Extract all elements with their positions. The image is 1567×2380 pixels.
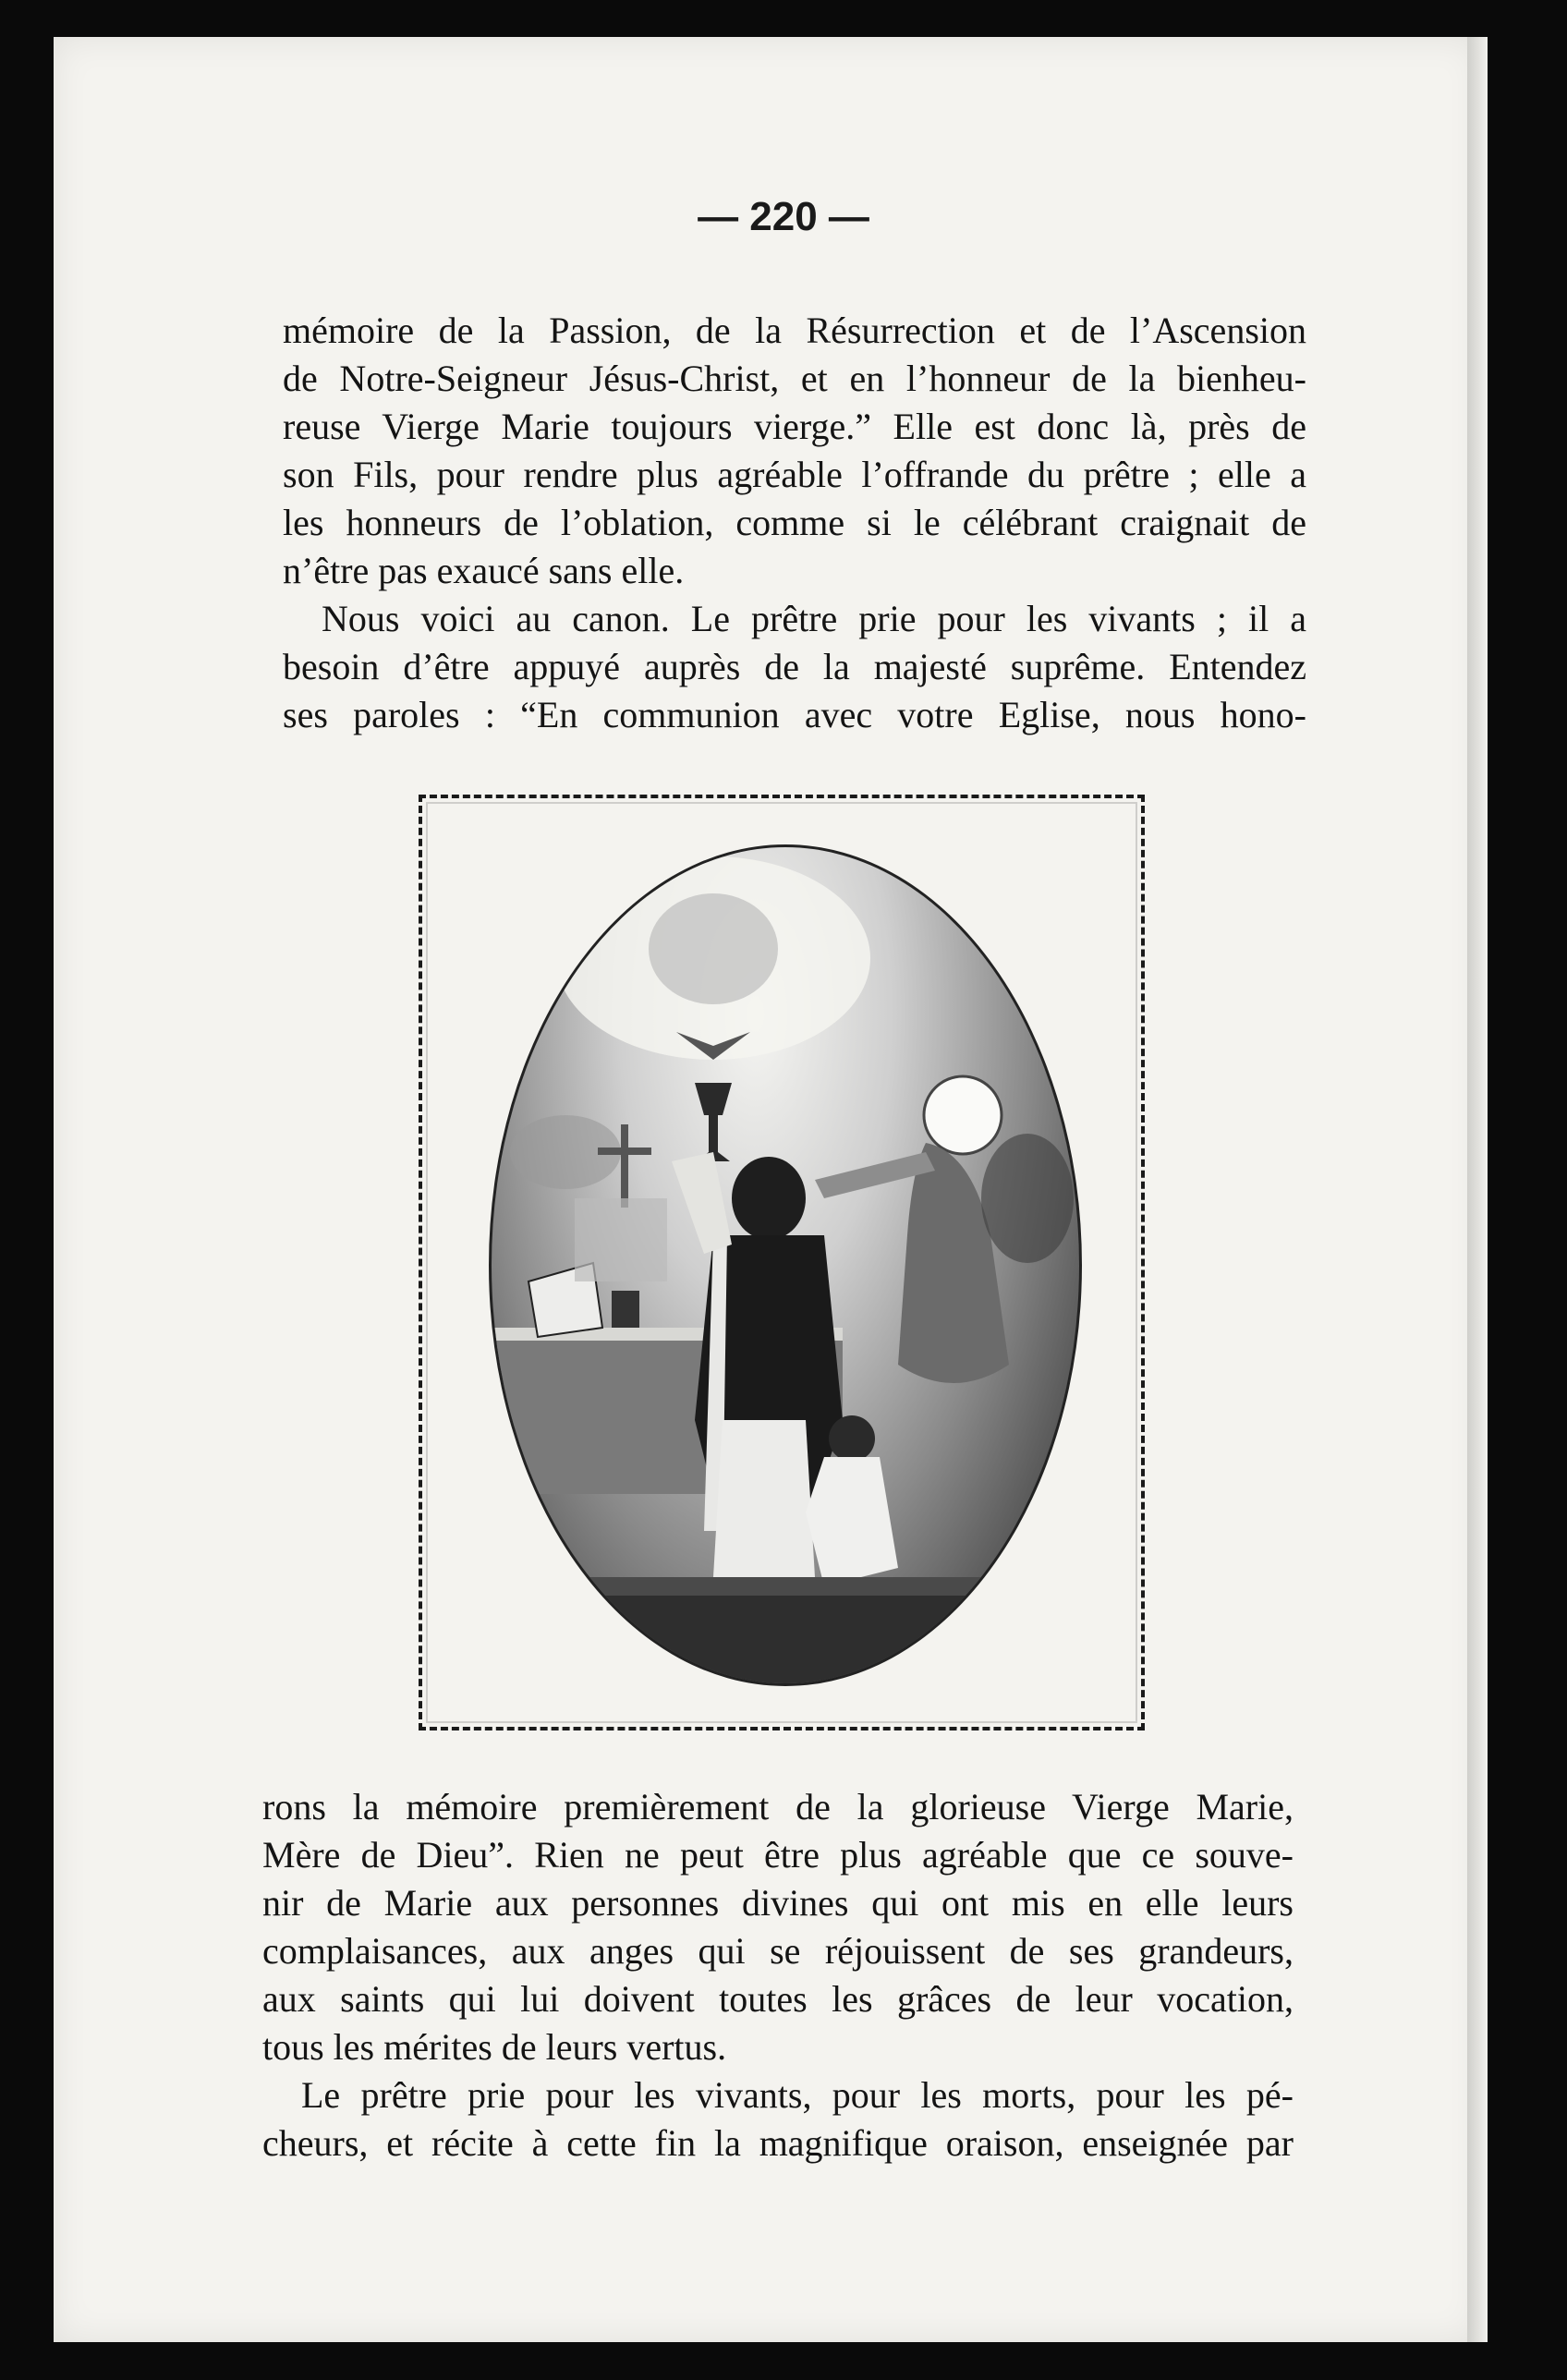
text-line: besoin d’être appuyé auprès de la majesté suprême. Entendez [283,646,1306,687]
text-line: mémoire de la Passion, de la Résurrection et de l’Ascension [283,310,1306,351]
text-line: rons la mémoire premièrement de la glorieuse Vierge Marie, [262,1786,1294,1828]
text-line: Le prêtre prie pour les vivants, pour les morts, pour les pé- [301,2074,1294,2116]
top-text-block [283,307,1306,739]
text-line: tous les mérites de leurs vertus. [262,2026,727,2068]
text-line: Nous voici au canon. Le prêtre prie pour les vivants ; il a [322,598,1306,639]
engraving-mass-elevation-icon [489,844,1082,1686]
text-line: aux saints qui lui doivent toutes les grâces de leur vocation, [262,1978,1294,2020]
text-line: complaisances, aux anges qui se réjouissent de ses grandeurs, [262,1930,1294,1972]
page-number: — 220 — [698,194,869,239]
text-line: ses paroles : “En communion avec votre Eglise, nous hono- [283,694,1306,735]
text-line: nir de Marie aux personnes divines qui ont mis en elle leurs [262,1882,1294,1924]
text-line: les honneurs de l’oblation, comme si le célébrant craignait de [283,502,1306,543]
text-line: cheurs, et récite à cette fin la magnifique oraison, enseignée par [262,2122,1294,2164]
text-line: n’être pas exaucé sans elle. [283,550,685,591]
illustration-frame [419,795,1145,1730]
text-line: Mère de Dieu”. Rien ne peut être plus agréable que ce souve- [262,1834,1294,1876]
bottom-text-block [262,1783,1294,2168]
text-line: reuse Vierge Marie toujours vierge.” Elle est donc là, près de [283,406,1306,447]
text-line: son Fils, pour rendre plus agréable l’offrande du prêtre ; elle a [283,454,1306,495]
page-edge [1467,37,1488,2342]
text-line: de Notre-Seigneur Jésus-Christ, et en l’honneur de la bienheu- [283,358,1306,399]
